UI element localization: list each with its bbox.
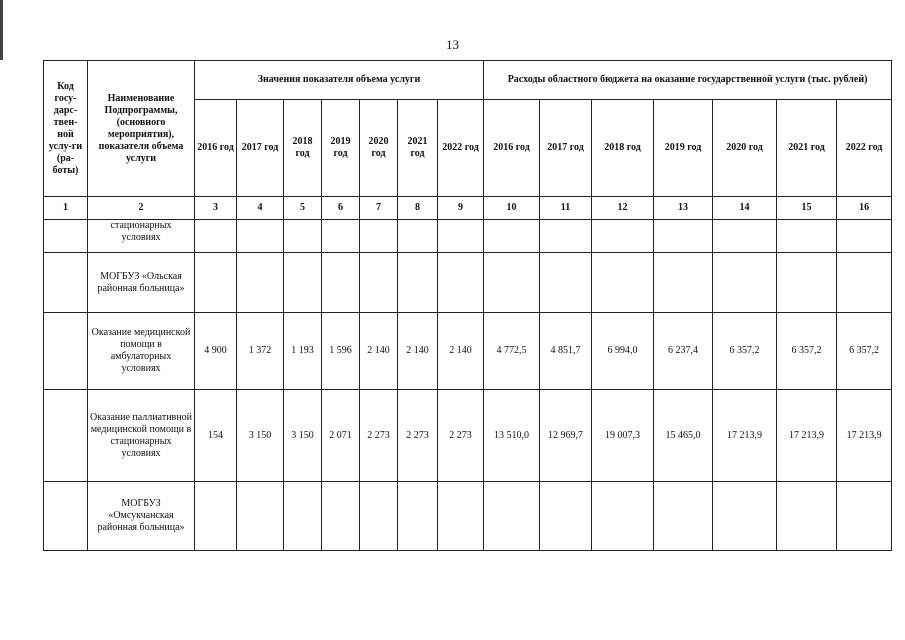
column-number: 5 [284,197,322,220]
header-expense-year: 2017 год [540,100,592,197]
header-volume-year: 2017 год [237,100,284,197]
volume-value: 2 140 [398,313,438,390]
value-cell [654,220,713,253]
row-name: МОГБУЗ «Омсукчанская районная больница» [88,482,195,551]
value-cell [322,253,360,313]
value-cell [777,482,837,551]
table-row [44,313,892,390]
value-cell [484,220,540,253]
column-number: 1 [44,197,88,220]
header-volume-year: 2016 год [195,100,237,197]
value-cell [284,482,322,551]
code-cell [44,390,88,482]
value-cell [713,220,777,253]
table-row [44,220,892,253]
column-number: 12 [592,197,654,220]
row-name: стационарных условиях [88,220,195,253]
header-volume-year: 2020 год [360,100,398,197]
row-name: Оказание паллиативной медицинской помощи в стационарных условиях [88,390,195,482]
row-name: Оказание медицинской помощи в амбулаторных условиях [88,313,195,390]
value-cell [540,253,592,313]
code-cell [44,220,88,253]
value-cell [438,220,484,253]
header-expense-year: 2018 год [592,100,654,197]
column-number: 7 [360,197,398,220]
header-row-groups [44,61,892,100]
value-cell [322,220,360,253]
volume-value: 3 150 [237,390,284,482]
header-expense-year: 2019 год [654,100,713,197]
value-cell [837,220,892,253]
column-number: 11 [540,197,592,220]
expense-value: 6 237,4 [654,313,713,390]
expense-value: 17 213,9 [777,390,837,482]
value-cell [237,220,284,253]
column-number: 9 [438,197,484,220]
value-cell [713,253,777,313]
value-cell [322,482,360,551]
value-cell [777,253,837,313]
value-cell [360,220,398,253]
column-number: 16 [837,197,892,220]
expense-value: 6 994,0 [592,313,654,390]
header-volume-year: 2021 год [398,100,438,197]
column-number: 10 [484,197,540,220]
expense-value: 6 357,2 [837,313,892,390]
volume-value: 2 140 [438,313,484,390]
column-number: 3 [195,197,237,220]
value-cell [654,253,713,313]
value-cell [195,482,237,551]
expense-value: 13 510,0 [484,390,540,482]
header-expense-year: 2021 год [777,100,837,197]
table-row [44,253,892,313]
header-expense-year: 2016 год [484,100,540,197]
table-row [44,390,892,482]
header-volume-year: 2019 год [322,100,360,197]
value-cell [360,253,398,313]
header-expense-year: 2020 год [713,100,777,197]
value-cell [713,482,777,551]
value-cell [195,220,237,253]
value-cell [398,220,438,253]
value-cell [777,220,837,253]
value-cell [237,253,284,313]
value-cell [654,482,713,551]
value-cell [837,482,892,551]
value-cell [484,482,540,551]
value-cell [438,253,484,313]
page-number: 13 [446,37,459,52]
volume-value: 2 273 [438,390,484,482]
header-volume-year: 2018 год [284,100,322,197]
value-cell [398,253,438,313]
value-cell [284,220,322,253]
value-cell [592,482,654,551]
expense-value: 6 357,2 [713,313,777,390]
volume-value: 2 273 [398,390,438,482]
expense-value: 17 213,9 [713,390,777,482]
value-cell [484,253,540,313]
volume-value: 154 [195,390,237,482]
column-number: 6 [322,197,360,220]
budget-table [43,60,892,551]
volume-value: 3 150 [284,390,322,482]
header-volume-year: 2022 год [438,100,484,197]
column-number-row [44,197,892,220]
header-expense-year: 2022 год [837,100,892,197]
column-number: 4 [237,197,284,220]
value-cell [237,482,284,551]
value-cell [540,482,592,551]
value-cell [592,220,654,253]
header-expenses-group: Расходы областного бюджета на оказание государственной услуги (тыс. рублей) [484,61,892,100]
row-name: МОГБУЗ «Ольская районная больница» [88,253,195,313]
value-cell [360,482,398,551]
header-code: Код госу-дарс-твен-ной услу-ги (ра-боты) [44,61,88,197]
column-number: 15 [777,197,837,220]
table-row [44,482,892,551]
column-number: 14 [713,197,777,220]
value-cell [398,482,438,551]
value-cell [592,253,654,313]
expense-value: 17 213,9 [837,390,892,482]
column-number: 13 [654,197,713,220]
expense-value: 12 969,7 [540,390,592,482]
column-number: 8 [398,197,438,220]
volume-value: 1 596 [322,313,360,390]
expense-value: 6 357,2 [777,313,837,390]
value-cell [540,220,592,253]
column-number: 2 [88,197,195,220]
volume-value: 1 193 [284,313,322,390]
volume-value: 2 273 [360,390,398,482]
expense-value: 4 851,7 [540,313,592,390]
expense-value: 15 465,0 [654,390,713,482]
code-cell [44,482,88,551]
expense-value: 19 007,3 [592,390,654,482]
expense-value: 4 772,5 [484,313,540,390]
value-cell [438,482,484,551]
header-name: Наименование Подпрограммы, (основного мероприятия), показателя объема услуги [88,61,195,197]
value-cell [284,253,322,313]
volume-value: 4 900 [195,313,237,390]
volume-value: 2 071 [322,390,360,482]
volume-value: 2 140 [360,313,398,390]
code-cell [44,253,88,313]
header-volume-group: Значения показателя объема услуги [195,61,484,100]
value-cell [837,253,892,313]
value-cell [195,253,237,313]
code-cell [44,313,88,390]
volume-value: 1 372 [237,313,284,390]
